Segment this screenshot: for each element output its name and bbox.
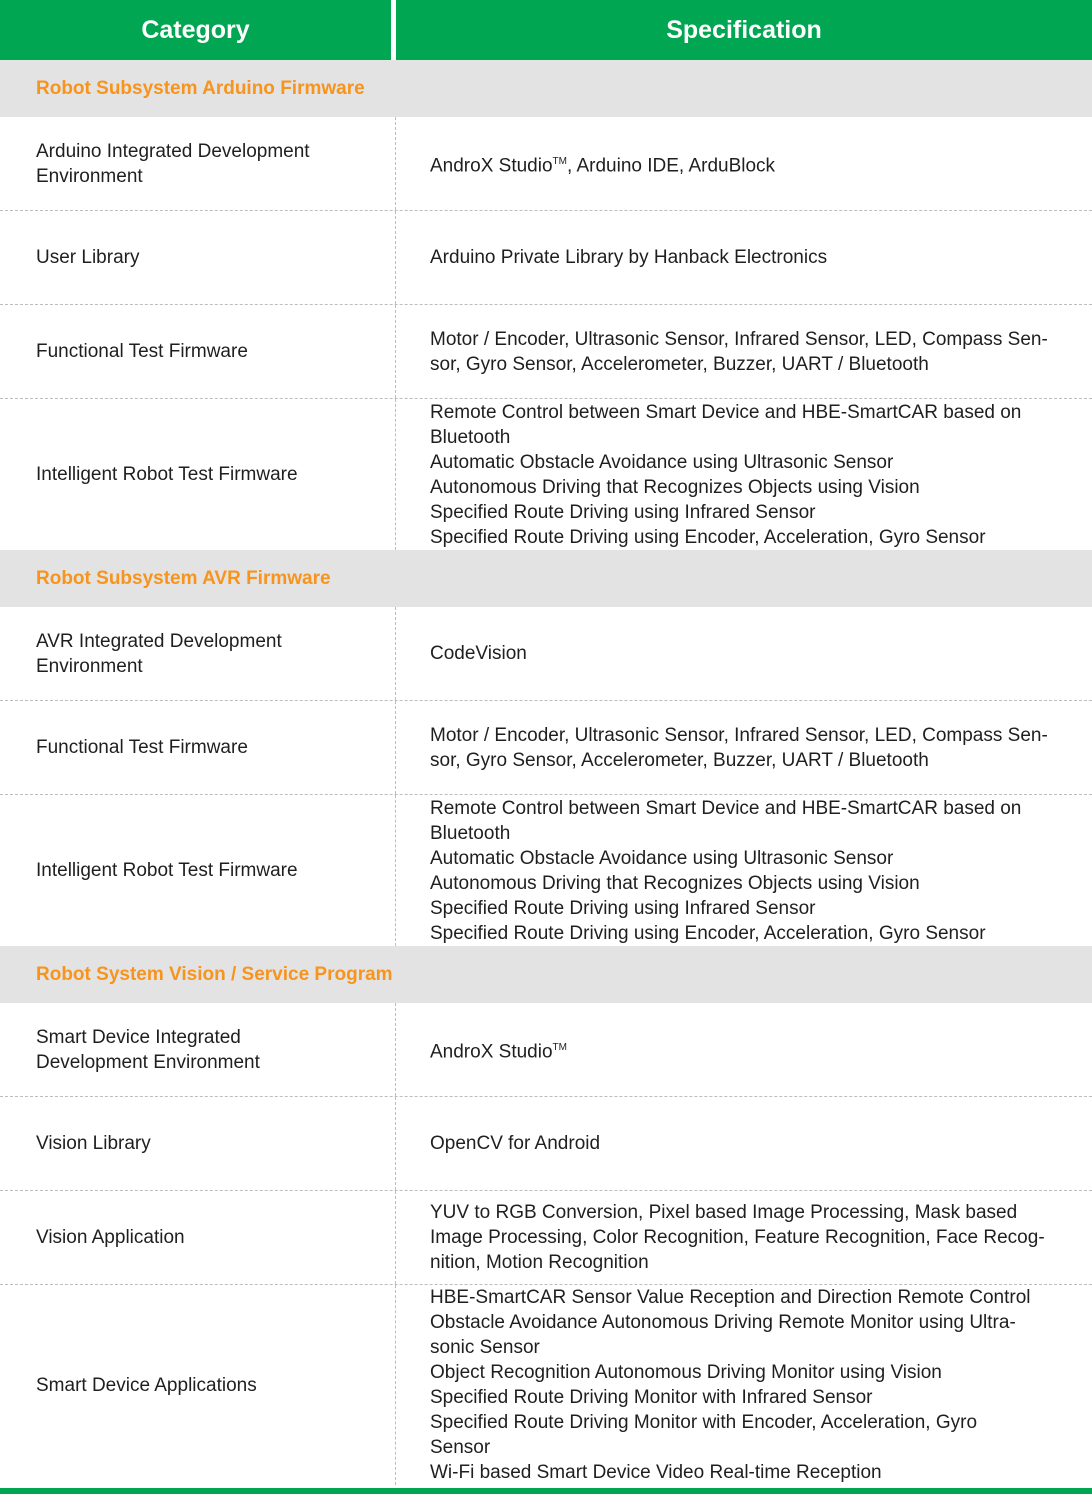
trademark-mark: TM [552, 155, 567, 167]
section-title: Robot Subsystem Arduino Firmware [0, 60, 1092, 117]
specification-cell [396, 701, 1092, 794]
category-cell: Smart Device Integrated Development Environment [0, 1003, 396, 1096]
spec-text: Remote Control between Smart Device and HBE-SmartCAR based on Bluetooth Automatic Obstacle Avoidance using Ultrasonic Sensor Autonomous Driving that Recognizes Objects using Vision Specified Route Driving using Infrared Sensor Specified Route Driving using Encoder, Acceleration, Gyro Sensor [430, 401, 1022, 548]
category-cell: Vision Application [0, 1191, 396, 1284]
header-category: Category [0, 0, 396, 60]
spec-text: Remote Control between Smart Device and HBE-SmartCAR based on Bluetooth Automatic Obstacle Avoidance using Ultrasonic Sensor Autonomous Driving that Recognizes Objects using Vision Specified Route Driving using Infrared Sensor Specified Route Driving using Encoder, Acceleration, Gyro Sensor [430, 797, 1022, 944]
table-row [0, 1191, 1092, 1285]
table-header [0, 0, 1092, 60]
specification-cell [396, 117, 1092, 210]
specification-cell [396, 795, 1092, 946]
spec-text: YUV to RGB Conversion, Pixel based Image Processing, Mask based Image Processing, Color Recognition, Feature Recognition, Face Recog- nition, Motion Recognition [430, 1202, 1045, 1273]
spec-text: AndroX Studio [430, 1041, 553, 1063]
category-cell: AVR Integrated Development Environment [0, 607, 396, 700]
specification-cell [396, 607, 1092, 700]
specification-cell [396, 305, 1092, 398]
spec-text: AndroX Studio [430, 155, 553, 177]
category-cell: Intelligent Robot Test Firmware [0, 399, 396, 550]
specification-cell [396, 1097, 1092, 1190]
category-cell: Smart Device Applications [0, 1285, 396, 1485]
category-cell: User Library [0, 211, 396, 304]
table-row [0, 701, 1092, 795]
spec-text: Arduino Private Library by Hanback Electronics [430, 247, 828, 268]
table-row [0, 607, 1092, 701]
category-cell: Vision Library [0, 1097, 396, 1190]
specification-cell [396, 1285, 1092, 1485]
table-row [0, 117, 1092, 211]
spec-text: OpenCV for Android [430, 1133, 601, 1154]
table-row [0, 399, 1092, 550]
section-title: Robot Subsystem AVR Firmware [0, 550, 1092, 607]
table-row [0, 1097, 1092, 1191]
table-row [0, 1003, 1092, 1097]
category-cell: Intelligent Robot Test Firmware [0, 795, 396, 946]
specification-cell [396, 399, 1092, 550]
category-cell: Functional Test Firmware [0, 701, 396, 794]
header-specification: Specification [666, 15, 822, 44]
category-cell: Arduino Integrated Development Environment [0, 117, 396, 210]
table-row [0, 305, 1092, 399]
bottom-rule [0, 1488, 1092, 1494]
spec-text: CodeVision [430, 643, 527, 664]
specification-cell [396, 1191, 1092, 1284]
spec-text-suffix: , Arduino IDE, ArduBlock [566, 155, 776, 177]
spec-text: Motor / Encoder, Ultrasonic Sensor, Infrared Sensor, LED, Compass Sen- sor, Gyro Sensor, Accelerometer, Buzzer, UART / Bluetooth [430, 724, 1048, 771]
category-cell: Functional Test Firmware [0, 305, 396, 398]
table-row [0, 211, 1092, 305]
spec-text: Motor / Encoder, Ultrasonic Sensor, Infrared Sensor, LED, Compass Sen- sor, Gyro Sensor, Accelerometer, Buzzer, UART / Bluetooth [430, 328, 1048, 375]
trademark-mark: TM [552, 1041, 567, 1053]
specification-cell [396, 211, 1092, 304]
table-row [0, 1285, 1092, 1485]
spec-text: HBE-SmartCAR Sensor Value Reception and Direction Remote Control Obstacle Avoidance Autonomous Driving Remote Monitor using Ultra- sonic Sensor Object Recognition Autonomous Driving Monitor using Vision Specified Route Driving Monitor with Infrared Sensor Specified Route Driving Monitor with Encoder, Acceleration, Gyro Sensor Wi-Fi based Smart Device Video Real-time Reception [430, 1287, 1031, 1483]
table-row [0, 795, 1092, 946]
section-title: Robot System Vision / Service Program [0, 946, 1092, 1003]
specification-cell [396, 1003, 1092, 1096]
